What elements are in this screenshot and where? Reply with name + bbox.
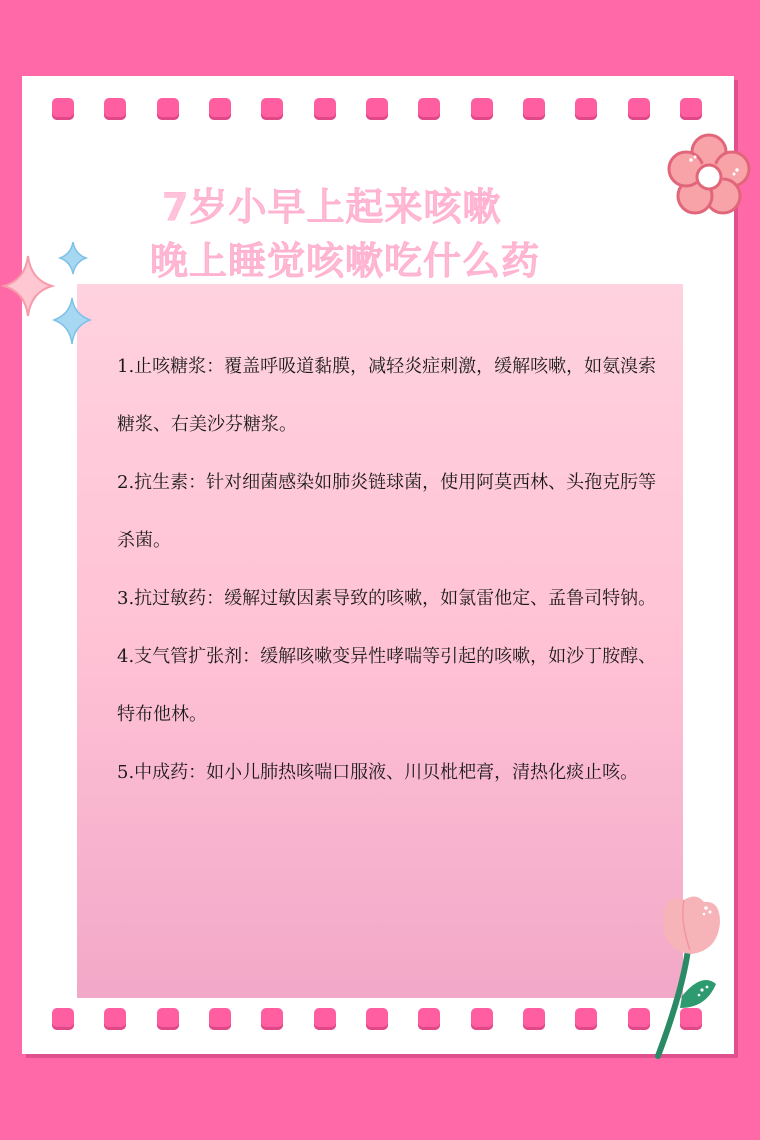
sparkle-icon xyxy=(0,240,100,350)
hole xyxy=(471,98,493,120)
hole xyxy=(314,98,336,120)
hole xyxy=(104,1008,126,1030)
title-line-2: 晚上睡觉咳嗽吃什么药 xyxy=(150,239,541,283)
hole xyxy=(52,1008,74,1030)
hole xyxy=(52,98,74,120)
list-item: 5.中成药：如小儿肺热咳喘口服液、川贝枇杷膏，清热化痰止咳。 xyxy=(117,762,639,783)
flower-icon xyxy=(662,126,756,220)
list-item: 2.抗生素：针对细菌感染如肺炎链球菌，使用阿莫西林、头孢克肟等杀菌。 xyxy=(117,472,657,551)
list-item: 3.抗过敏药：缓解过敏因素导致的咳嗽，如氯雷他定、孟鲁司特钠。 xyxy=(117,588,657,609)
top-film-holes xyxy=(52,98,702,120)
hole xyxy=(104,98,126,120)
paper-card xyxy=(22,76,734,1054)
content-panel xyxy=(77,284,683,998)
hole xyxy=(575,98,597,120)
hole xyxy=(366,1008,388,1030)
title-line-1: 7岁小早上起来咳嗽 xyxy=(162,185,502,229)
hole xyxy=(261,98,283,120)
hole xyxy=(209,98,231,120)
hole xyxy=(523,1008,545,1030)
hole xyxy=(680,98,702,120)
list-item: 1.止咳糖浆：覆盖呼吸道黏膜，减轻炎症刺激，缓解咳嗽，如氨溴索糖浆、右美沙芬糖浆。 xyxy=(117,356,657,435)
hole xyxy=(575,1008,597,1030)
hole xyxy=(628,98,650,120)
list-item: 4.支气管扩张剂：缓解咳嗽变异性哮喘等引起的咳嗽，如沙丁胺醇、特布他林。 xyxy=(117,646,657,725)
hole xyxy=(314,1008,336,1030)
medicine-list xyxy=(117,338,657,802)
tulip-icon xyxy=(640,892,732,1062)
hole xyxy=(209,1008,231,1030)
hole xyxy=(366,98,388,120)
hole xyxy=(418,1008,440,1030)
hole xyxy=(471,1008,493,1030)
bottom-film-holes xyxy=(52,1008,702,1030)
hole xyxy=(523,98,545,120)
hole xyxy=(261,1008,283,1030)
hole xyxy=(157,1008,179,1030)
hole xyxy=(418,98,440,120)
hole xyxy=(157,98,179,120)
